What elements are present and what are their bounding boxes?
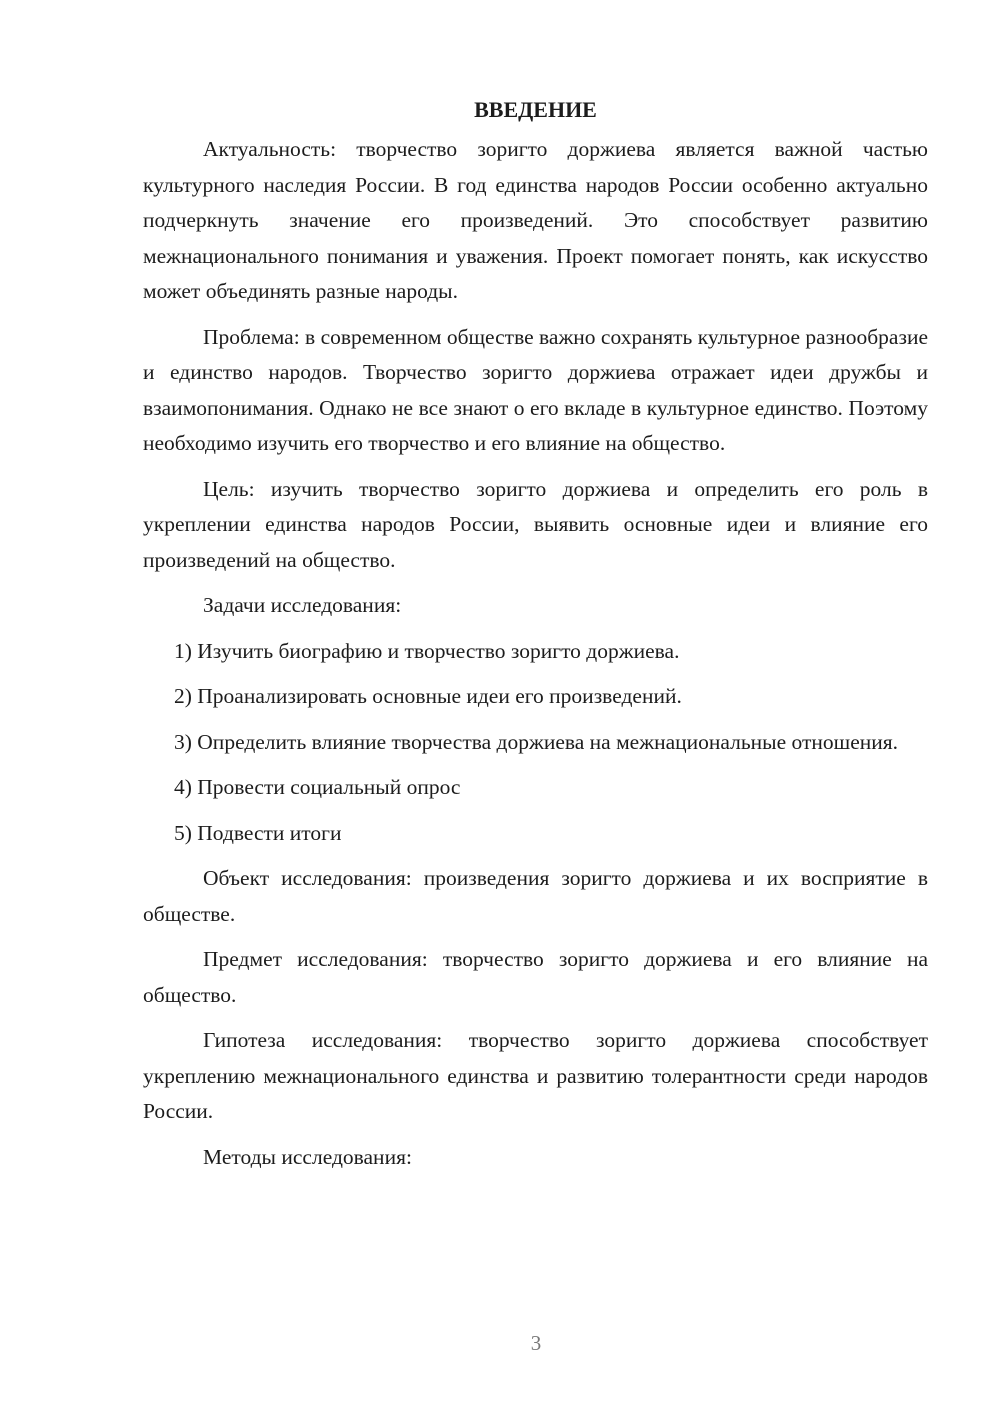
paragraph-hypothesis: Гипотеза исследования: творчество зоригто доржиева способствует укреплению межнационального единства и развитию толерантности среди народов России. [143, 1028, 928, 1123]
task-item: 2) Проанализировать основные идеи его произведений. [174, 684, 682, 708]
task-item: 1) Изучить биографию и творчество зоригто доржиева. [174, 638, 680, 663]
paragraph-goal: Цель: изучить творчество зоригто доржиева и определить его роль в укреплении единства народов России, выявить основные идеи и влияние его произведений на общество. [143, 476, 928, 572]
section-title: ВВЕДЕНИЕ [474, 97, 597, 122]
page-number: 3 [530, 1331, 542, 1355]
page-content [143, 92, 928, 1185]
task-item: 4) Провести социальный опрос [174, 775, 461, 799]
paragraph-relevance: Актуальность: творчество зоригто доржиева является важной частью культурного наследия России. В год единства народов России особенно актуально подчеркнуть значение его произведений. Это способствует развитию межнационального понимания и уважения. Проект помогает понять, как искусство может объединять разные народы. [143, 137, 928, 303]
paragraph-methods-heading: Методы исследования: [203, 1144, 412, 1169]
paragraph-tasks-heading: Задачи исследования: [203, 593, 402, 617]
task-item: 5) Подвести итоги [174, 820, 342, 845]
paragraph-subject: Предмет исследования: творчество зоригто доржиева и его влияние на общество. [143, 947, 928, 1007]
task-item: 3) Определить влияние творчества доржиева на межнациональные отношения. [174, 729, 899, 754]
paragraph-problem: Проблема: в современном обществе важно сохранять культурное разнообразие и единство народов. Творчество зоригто доржиева отражает идеи дружбы и взаимопонимания. Однако не все знают о его вкладе в культурное единство. Поэтому необходимо изучить его творчество и его влияние на общество. [143, 324, 928, 455]
paragraph-object: Объект исследования: произведения зоригто доржиева и их восприятие в обществе. [143, 866, 928, 926]
